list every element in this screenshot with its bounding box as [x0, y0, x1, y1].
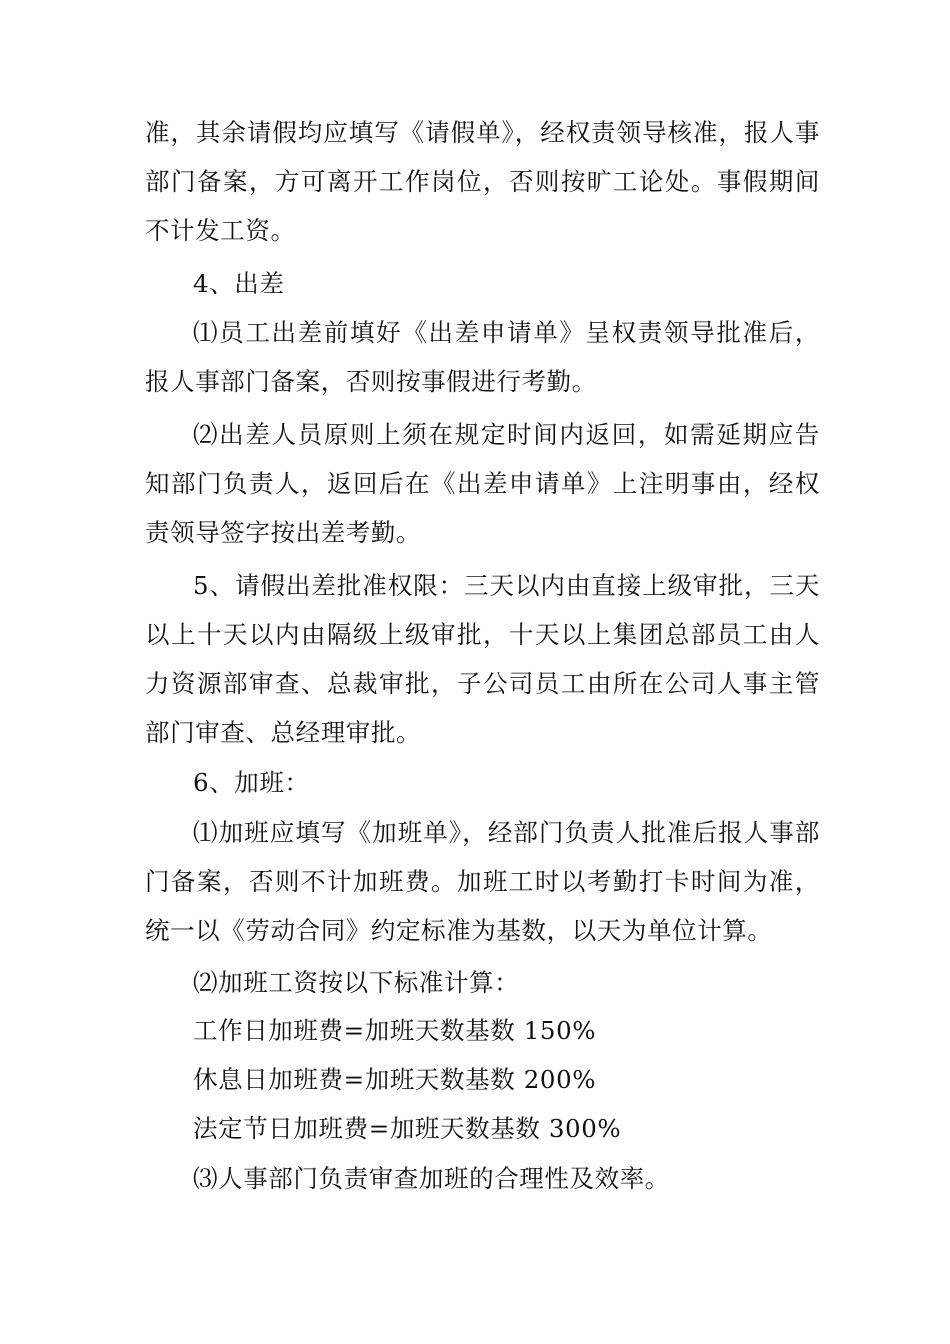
restday-overtime-rate: 休息日加班费=加班天数基数 200% — [193, 1065, 597, 1094]
paragraph-overtime-form: ⑴加班应填写《加班单》，经部门负责人批准后报人事部门备案，否则不计加班费。加班工时以考勤打卡时间为准，统一以《劳动合同》约定标准为基数，以天为单位计算。 — [145, 818, 820, 945]
workday-overtime-rate: 工作日加班费=加班天数基数 150% — [193, 1016, 597, 1045]
paragraph-leave-approval: 准，其余请假均应填写《请假单》，经权责领导核准，报人事部门备案，方可离开工作岗位，否则按旷工论处。事假期间不计发工资。 — [145, 118, 820, 245]
heading-overtime: 6、加班： — [193, 768, 310, 797]
overtime-pay-standard-intro: ⑵加班工资按以下标准计算： — [193, 968, 520, 997]
overtime-review-note: ⑶人事部门负责审查加班的合理性及效率。 — [193, 1164, 670, 1193]
paragraph-approval-authority: 5、请假出差批准权限：三天以内由直接上级审批，三天以上十天以内由隔级上级审批，十天以上集团总部员工由人力资源部审查、总裁审批，子公司员工由所在公司人事主管部门审查、总经理审批。 — [145, 571, 820, 747]
paragraph-trip-application: ⑴员工出差前填好《出差申请单》呈权责领导批准后，报人事部门备案，否则按事假进行考勤。 — [145, 318, 820, 396]
paragraph-trip-extension: ⑵出差人员原则上须在规定时间内返回，如需延期应告知部门负责人，返回后在《出差申请单》上注明事由，经权责领导签字按出差考勤。 — [145, 420, 820, 547]
heading-business-trip: 4、出差 — [193, 269, 285, 298]
holiday-overtime-rate: 法定节日加班费=加班天数基数 300% — [193, 1114, 622, 1143]
